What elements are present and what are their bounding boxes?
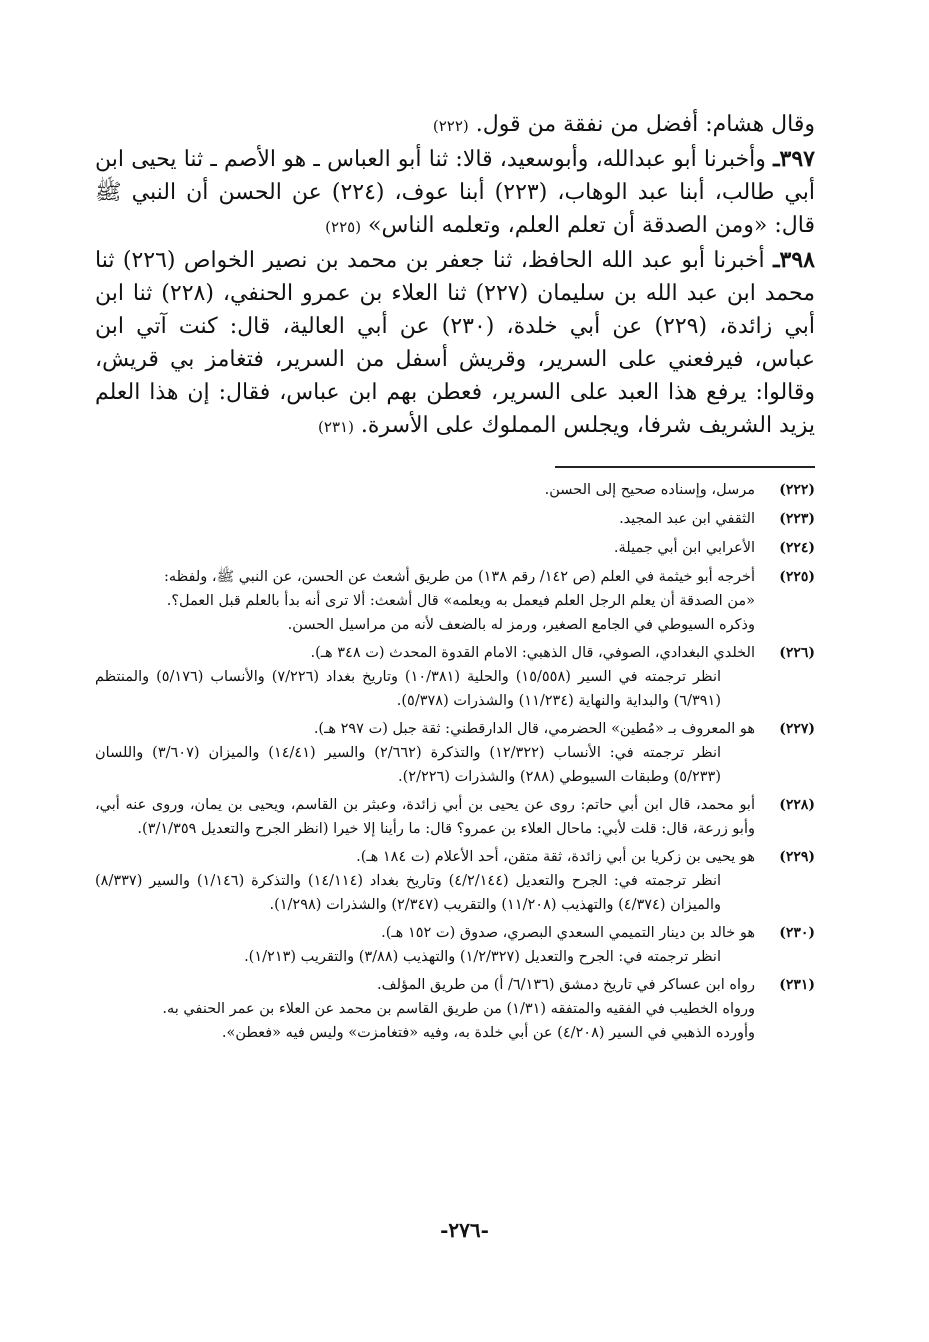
footnote	[95, 536, 815, 561]
footnote-body	[95, 845, 755, 917]
footnote-line: هو خالد بن دينار التميمي السعدي البصري، صدوق (ت ١٥٢ هـ).	[381, 925, 755, 941]
hadith-397-text: وأخبرنا أبو عبدالله، وأبوسعيد، قالا: ثنا أبو العباس ـ هو الأصم ـ ثنا يحيى ابن أبي طالب، أبنا عبد الوهاب، (٢٢٣) أبنا عوف، (٢٢٤) عن الحسن أن النبي ﷺ قال: «ومن الصدقة أن تعلم العلم، وتعلمه الناس»	[95, 147, 815, 238]
footnote-line: مرسل، وإسناده صحيح إلى الحسن.	[544, 482, 755, 498]
footnote-line: انظر ترجمته في السير (١٥/٥٥٨) والحلية (١٠/٣٨١) وتاريخ بغداد (٧/٢٢٦) والأنساب (٥/١٧٦) والمنتظم (٦/٣٩١) والبداية والنهاية (١١/٢٣٤) والشذرات (٥/٣٧٨).	[95, 669, 722, 709]
footnote-line: هو يحيى بن زكريا بن أبي زائدة، ثقة متقن، أحد الأعلام (ت ١٨٤ هـ).	[356, 849, 755, 865]
footnote-line: وذكره السيوطي في الجامع الصغير، ورمز له بالضعف لأنه من مراسيل الحسن.	[287, 617, 755, 633]
footnote-body	[95, 536, 755, 560]
footnote-body	[95, 793, 755, 841]
footnote-line: وأورده الذهبي في السير (٤/٢٠٨) عن أبي خلدة به، وفيه «فتغامزت» وليس فيه «فعطن».	[221, 1025, 755, 1041]
footnote-number: (٢٣١)	[779, 977, 815, 993]
footnote	[95, 921, 815, 969]
footnote-line: الثقفي ابن عبد المجيد.	[619, 511, 755, 527]
footnote-number: (٢٢٢)	[779, 482, 815, 498]
main-text	[95, 108, 815, 444]
footnote-body	[95, 565, 755, 637]
footnotes	[95, 478, 815, 1045]
footnote-divider	[555, 466, 815, 468]
hadith-398-footnote-ref: (٢٣١)	[318, 418, 354, 436]
footnote-line: الخلدي البغدادي، الصوفي، قال الذهبي: الامام القدوة المحدث (ت ٣٤٨ هـ).	[310, 645, 755, 661]
footnote-body	[95, 507, 755, 531]
footnote-line: انظر ترجمته في: الجرح والتعديل (١/٢/٣٢٧) والتهذيب (٣/٨٨) والتقريب (١/٢١٣).	[244, 949, 721, 965]
footnote-line: أخرجه أبو خيثمة في العلم (ص ١٤٢/ رقم ١٣٨) من طريق أشعث عن الحسن، عن النبي ﷺ، ولفظه:	[163, 569, 755, 585]
footnote-number: (٢٢٨)	[779, 797, 815, 813]
footnote-number: (٢٢٥)	[779, 569, 815, 585]
footnote-body	[95, 717, 755, 789]
footnote-line: ورواه الخطيب في الفقيه والمتفقه (١/٣١) من طريق القاسم بن محمد عن العلاء بن عمر الحنفي به.	[162, 1001, 755, 1017]
footnote-number: (٢٢٤)	[779, 540, 815, 556]
intro-text: وقال هشام: أفضل من نفقة من قول.	[475, 112, 815, 137]
footnote-number: (٢٢٧)	[779, 721, 815, 737]
footnote-line: الأعرابي ابن أبي جميلة.	[613, 540, 755, 556]
hadith-397	[95, 143, 815, 244]
intro-footnote-ref: (٢٢٢)	[432, 117, 469, 135]
footnote-number: (٢٣٠)	[779, 925, 815, 941]
footnote-line: هو المعروف بـ «مُطين» الحضرمي، قال الدارقطني: ثقة جبل (ت ٢٩٧ هـ).	[313, 721, 755, 737]
footnote-number: (٢٢٣)	[779, 511, 815, 527]
footnote	[95, 793, 815, 841]
footnote	[95, 641, 815, 713]
footnote	[95, 507, 815, 532]
footnote-number: (٢٢٦)	[779, 645, 815, 661]
footnote	[95, 973, 815, 1045]
hadith-397-number: ٣٩٧ـ	[773, 146, 815, 172]
footnote-body	[95, 973, 755, 1045]
hadith-397-footnote-ref: (٢٢٥)	[325, 218, 362, 236]
page-number: -٢٧٦-	[440, 1218, 489, 1242]
footnote	[95, 565, 815, 637]
footnote-body	[95, 641, 755, 713]
footnote-line: انظر ترجمته في: الأنساب (١٢/٣٢٢) والتذكرة (٢/٦٦٢) والسير (١٤/٤١) والميزان (٣/٦٠٧) واللسان (٥/٢٣٣) وطبقات السيوطي (٢٨٨) والشذرات (٢/٢٢٦).	[95, 745, 722, 785]
page-content	[95, 108, 815, 1049]
footnote-line: رواه ابن عساكر في تاريخ دمشق (٦/١٣٦/ أ) من طريق المؤلف.	[377, 977, 755, 993]
footnote-body	[95, 478, 755, 502]
intro-line	[95, 108, 815, 143]
footnote-number: (٢٢٩)	[779, 849, 815, 865]
hadith-398-text: أخبرنا أبو عبد الله الحافظ، ثنا جعفر بن محمد بن نصير الخواص (٢٢٦) ثنا محمد ابن عبد الله بن سليمان (٢٢٧) ثنا العلاء بن عمرو الحنفي، (٢٢٨) ثنا ابن أبي زائدة، (٢٢٩) عن أبي خلدة، (٢٣٠) عن أبي العالية، قال: كنت آتي ابن عباس، فيرفعني على السرير، وقريش أسفل من السرير، فتغامز بي قريش، وقالوا: يرفع هذا العبد على السرير، فعطن بهم ابن عباس، فقال: إن هذا العلم يزيد الشريف شرفا، ويجلس المملوك على الأسرة.	[95, 248, 815, 438]
footnote	[95, 717, 815, 789]
footnote-body	[95, 921, 755, 969]
hadith-398	[95, 244, 815, 444]
hadith-398-number: ٣٩٨ـ	[773, 247, 815, 273]
footnote	[95, 478, 815, 503]
footnote	[95, 845, 815, 917]
footnote-line: أبو محمد، قال ابن أبي حاتم: روى عن يحيى بن أبي زائدة، وعبثر بن القاسم، ويحيى بن يمان، وروى عنه أبي، وأبو زرعة، قال: قلت لأبي: ماحال العلاء بن عمرو؟ قال: ما رأينا إلا خيرا (انظر الجرح والتعديل ٣/١/٣٥٩).	[95, 797, 755, 837]
footnote-line: «من الصدقة أن يعلم الرجل العلم فيعمل به ويعلمه» قال أشعث: ألا ترى أنه بدأ بالعلم قبل العمل؟.	[166, 593, 755, 609]
footnote-line: انظر ترجمته في: الجرح والتعديل (٤/٢/١٤٤) وتاريخ بغداد (١٤/١١٤) والتذكرة (١/١٤٦) والسير (٨/٣٣٧) والميزان (٤/٣٧٤) والتهذيب (١١/٢٠٨) والتقريب (٢/٣٤٧) والشذرات (١/٢٩٨).	[95, 873, 722, 913]
